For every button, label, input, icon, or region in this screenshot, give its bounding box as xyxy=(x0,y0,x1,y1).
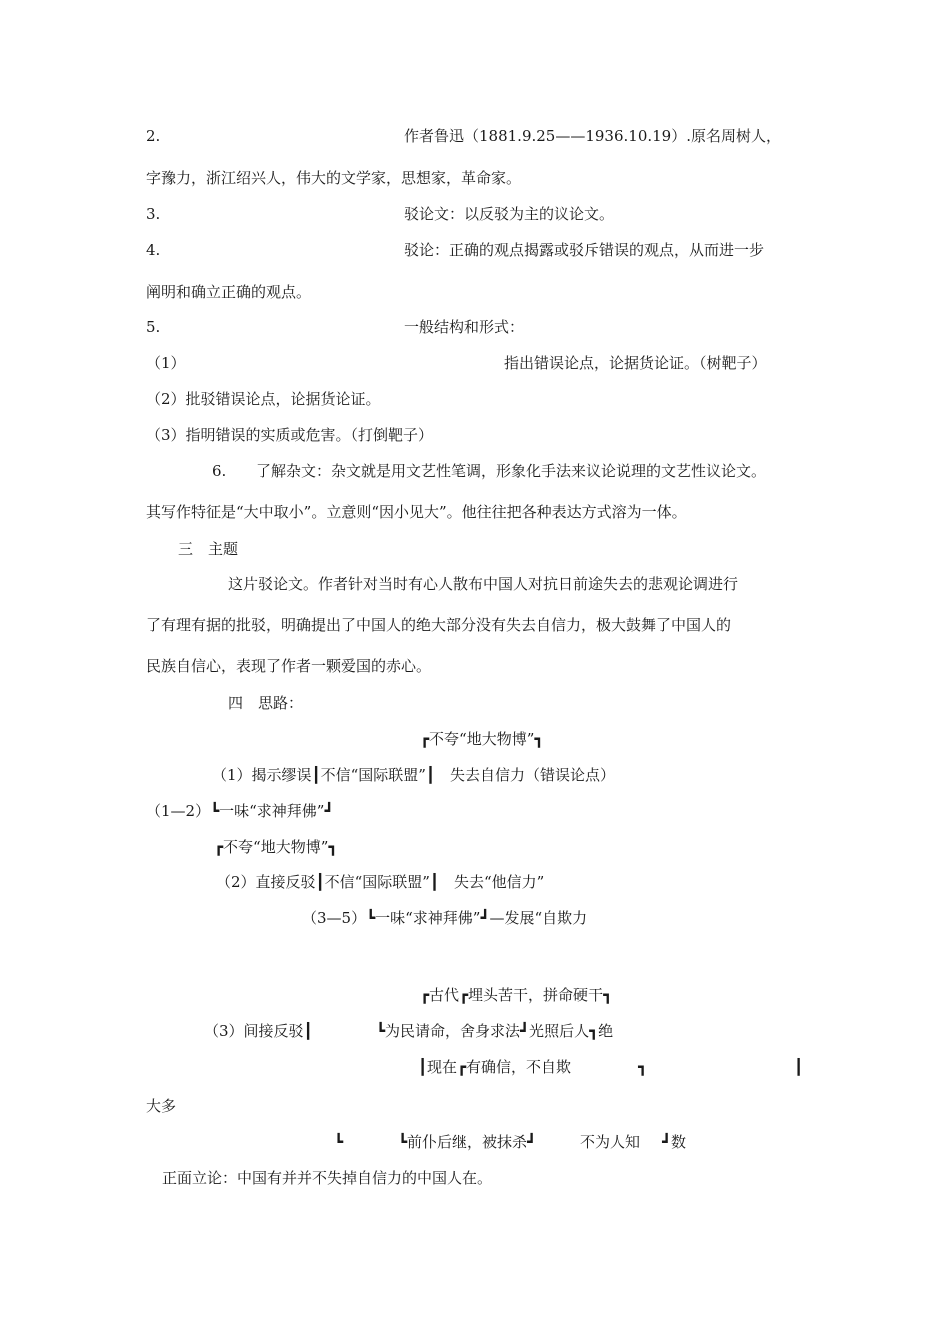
outline-bracket-line: 大多 xyxy=(146,1097,177,1115)
item-number: 5. xyxy=(146,318,161,336)
paragraph-text: （2）批驳错误论点，论据货论证。 xyxy=(146,390,381,408)
outline-bracket-line: ┃ xyxy=(794,1058,804,1076)
outline-bracket-line: （1）揭示缪误┃不信“国际联盟”┃ 失去自信力（错误论点） xyxy=(212,766,615,784)
conclusion-text: 正面立论：中国有并并不失掉自信力的中国人在。 xyxy=(162,1169,493,1187)
outline-bracket-line: （1—2）┗一味“求神拜佛”┛ xyxy=(146,802,334,820)
outline-bracket-line: ┓ xyxy=(638,1058,648,1076)
outline-bracket-line: 不为人知 xyxy=(580,1133,641,1151)
paragraph-text: 一般结构和形式： xyxy=(404,318,525,336)
paragraph-text: 民族自信心，表现了作者一颗爱国的赤心。 xyxy=(146,657,432,675)
paragraph-text: 了解杂文：杂文就是用文艺性笔调，形象化手法来议论说理的文艺性议论文。 xyxy=(256,462,767,480)
section-heading: 三 主题 xyxy=(178,540,239,558)
item-number: 6. xyxy=(212,462,227,480)
item-number: 3. xyxy=(146,205,161,223)
paragraph-text: 字豫力，浙江绍兴人，伟大的文学家，思想家，革命家。 xyxy=(146,169,522,187)
item-number: 4. xyxy=(146,241,161,259)
paragraph-text: 了有理有据的批驳，明确提出了中国人的绝大部分没有失去自信力，极大鼓舞了中国人的 xyxy=(146,616,732,634)
outline-bracket-line: （2）直接反驳┃不信“国际联盟”┃ 失去“他信力” xyxy=(216,873,545,891)
sub-item-number: （1） xyxy=(146,354,186,372)
outline-bracket-line: ┏不夸“地大物博”┓ xyxy=(214,838,338,856)
outline-bracket-line: ┛数 xyxy=(662,1133,687,1151)
outline-bracket-line: ┗ xyxy=(334,1133,344,1151)
paragraph-text: 驳论：正确的观点揭露或驳斥错误的观点，从而进一步 xyxy=(404,241,765,259)
outline-bracket-line: ┃现在┏有确信，不自欺 xyxy=(418,1058,572,1076)
outline-bracket-line: ┗前仆后继，被抹杀┛ xyxy=(398,1133,537,1151)
outline-bracket-line: ┏古代┏埋头苦干，拼命硬干┓ xyxy=(420,986,613,1004)
section-heading: 四 思路： xyxy=(228,694,304,712)
paragraph-text: 作者鲁迅（1881.9.25——1936.10.19）.原名周树人， xyxy=(404,127,781,145)
paragraph-text: 这片驳论文。作者针对当时有心人散布中国人对抗日前途失去的悲观论调进行 xyxy=(228,575,739,593)
outline-bracket-line: ┗为民请命，舍身求法┛光照后人┓绝 xyxy=(376,1022,614,1040)
outline-bracket-line: （3）间接反驳┃ xyxy=(204,1022,313,1040)
outline-bracket-line: ┏不夸“地大物博”┓ xyxy=(420,730,544,748)
item-number: 2. xyxy=(146,127,161,145)
paragraph-text: 驳论文：以反驳为主的议论文。 xyxy=(404,205,615,223)
paragraph-text: （3）指明错误的实质或危害。（打倒靶子） xyxy=(146,426,434,444)
paragraph-text: 阐明和确立正确的观点。 xyxy=(146,283,312,301)
paragraph-text: 其写作特征是“大中取小”。立意则“因小见大”。他往往把各种表达方式溶为一体。 xyxy=(146,503,687,521)
paragraph-text: 指出错误论点，论据货论证。（树靶子） xyxy=(504,354,767,372)
outline-bracket-line: （3—5）┗一味“求神拜佛”┛—发展“自欺力 xyxy=(302,909,588,927)
